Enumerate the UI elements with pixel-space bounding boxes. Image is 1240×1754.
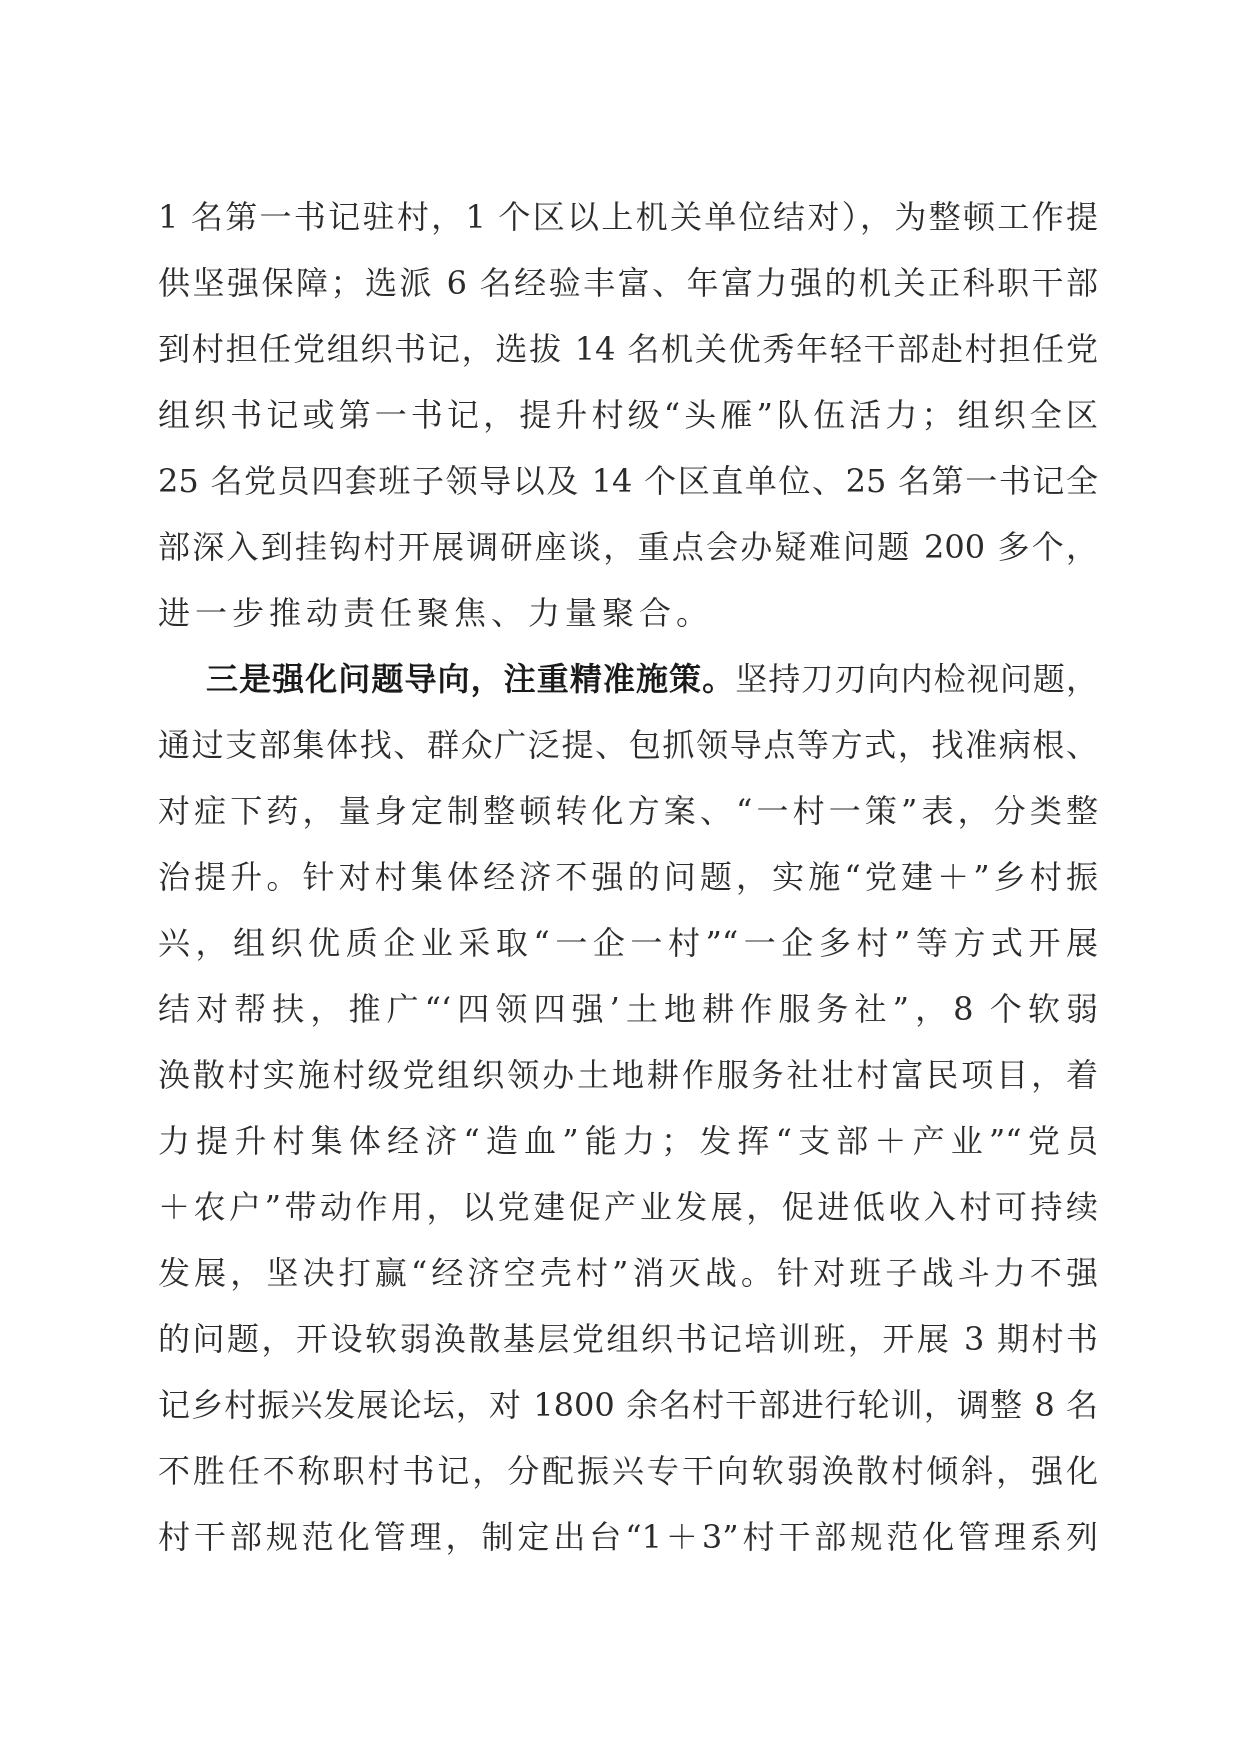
text-line: 部深入到挂钩村开展调研座谈，重点会办疑难问题 200 多个， — [158, 528, 1098, 566]
section-heading: 三是强化问题导向，注重精准施策。 — [206, 660, 736, 698]
text-line: 对症下药，量身定制整顿转化方案、“一村一策”表，分类整 — [158, 792, 1098, 830]
text-line: 村干部规范化管理，制定出台“1＋3”村干部规范化管理系列 — [158, 1518, 1098, 1556]
text-line: 力提升村集体经济“造血”能力；发挥“支部＋产业”“党员 — [158, 1122, 1098, 1160]
paragraph-2 — [158, 646, 1098, 1570]
text-line: 组织书记或第一书记，提升村级“头雁”队伍活力；组织全区 — [158, 396, 1098, 434]
text-line: 涣散村实施村级党组织领办土地耕作服务社壮村富民项目，着 — [158, 1056, 1098, 1094]
text-line — [158, 646, 1098, 712]
text-line: 治提升。针对村集体经济不强的问题，实施“党建＋”乡村振 — [158, 858, 1098, 896]
text-line: 供坚强保障；选派 6 名经验丰富、年富力强的机关正科职干部 — [158, 264, 1098, 302]
text-line: 不胜任不称职村书记，分配振兴专干向软弱涣散村倾斜，强化 — [158, 1452, 1098, 1490]
text-line: 25 名党员四套班子领导以及 14 个区直单位、25 名第一书记全 — [158, 462, 1098, 500]
text-line: 的问题，开设软弱涣散基层党组织书记培训班，开展 3 期村书 — [158, 1320, 1098, 1358]
text-line: 记乡村振兴发展论坛，对 1800 余名村干部进行轮训，调整 8 名 — [158, 1386, 1098, 1424]
text-line: 兴，组织优质企业采取“一企一村”“一企多村”等方式开展 — [158, 924, 1098, 962]
paragraph-1 — [158, 184, 1098, 646]
document-body — [158, 184, 1098, 1570]
text-line: 发展，坚决打赢“经济空壳村”消灭战。针对班子战斗力不强 — [158, 1254, 1098, 1292]
text-line: 1 名第一书记驻村，1 个区以上机关单位结对），为整顿工作提 — [158, 198, 1098, 236]
text-line: ＋农户”带动作用，以党建促产业发展，促进低收入村可持续 — [158, 1188, 1098, 1226]
text-line: 结对帮扶，推广“‘四领四强’土地耕作服务社”，8 个软弱 — [158, 990, 1098, 1028]
text-line: 进一步推动责任聚焦、力量聚合。 — [158, 594, 714, 632]
text-line: 通过支部集体找、群众广泛提、包抓领导点等方式，找准病根、 — [158, 726, 1098, 764]
text-span: 坚持刀刃向内检视问题， — [735, 660, 1098, 698]
text-line: 到村担任党组织书记，选拔 14 名机关优秀年轻干部赴村担任党 — [158, 330, 1098, 368]
